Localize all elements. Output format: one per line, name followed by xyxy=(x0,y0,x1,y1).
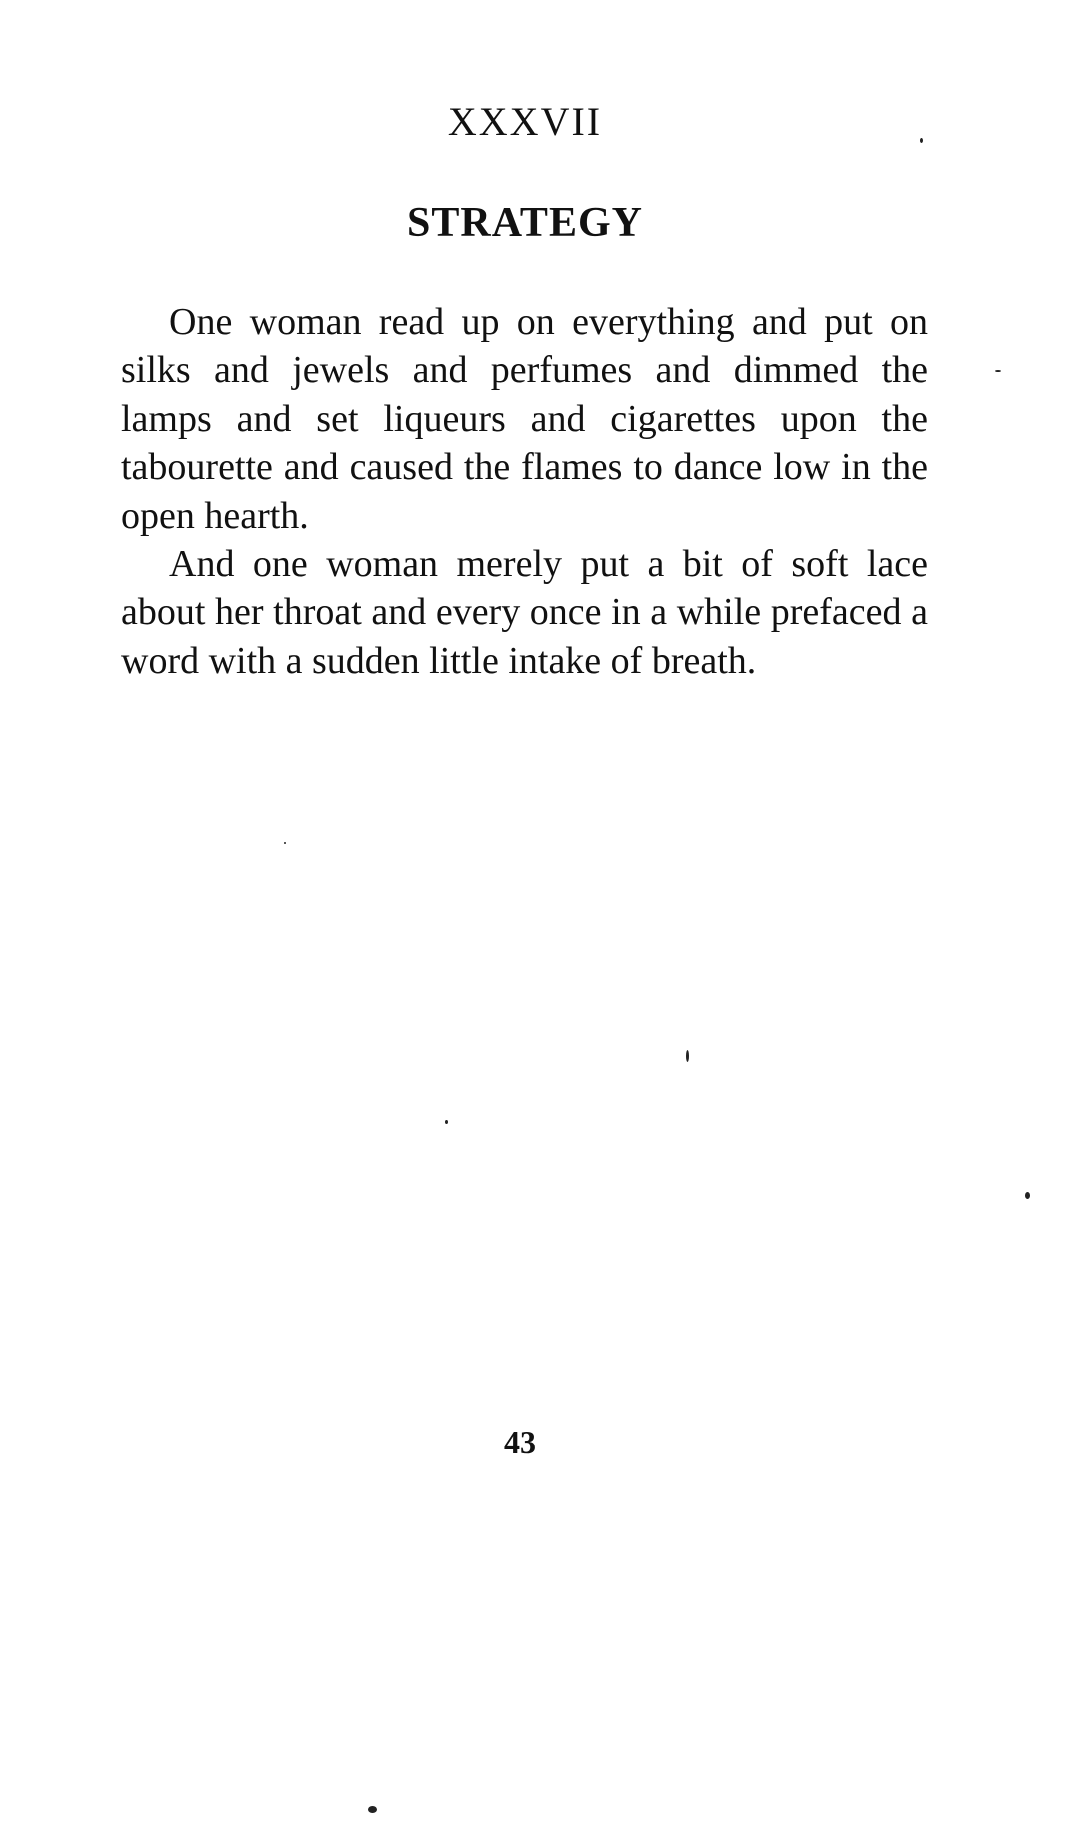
scan-speck xyxy=(284,842,286,844)
chapter-title: STRATEGY xyxy=(407,200,643,246)
scan-speck xyxy=(1025,1192,1030,1199)
scan-speck xyxy=(686,1050,689,1062)
scan-speck xyxy=(995,370,1001,372)
body-text xyxy=(121,298,928,685)
page-number: 43 xyxy=(504,1424,536,1460)
paragraph: And one woman merely put a bit of soft lace about her throat and every once in a while prefaced a word with a sudden little intake of breath. xyxy=(121,543,928,682)
paragraph: One woman read up on everything and put on silks and jewels and perfumes and dimmed the lamps and set liqueurs and cigarettes upon the tabourette and caused the flames to dance low in the open hearth. xyxy=(121,301,928,537)
scan-speck xyxy=(445,1120,448,1124)
scan-speck xyxy=(368,1806,377,1813)
scan-speck xyxy=(920,138,923,143)
chapter-number: XXXVII xyxy=(447,99,603,144)
